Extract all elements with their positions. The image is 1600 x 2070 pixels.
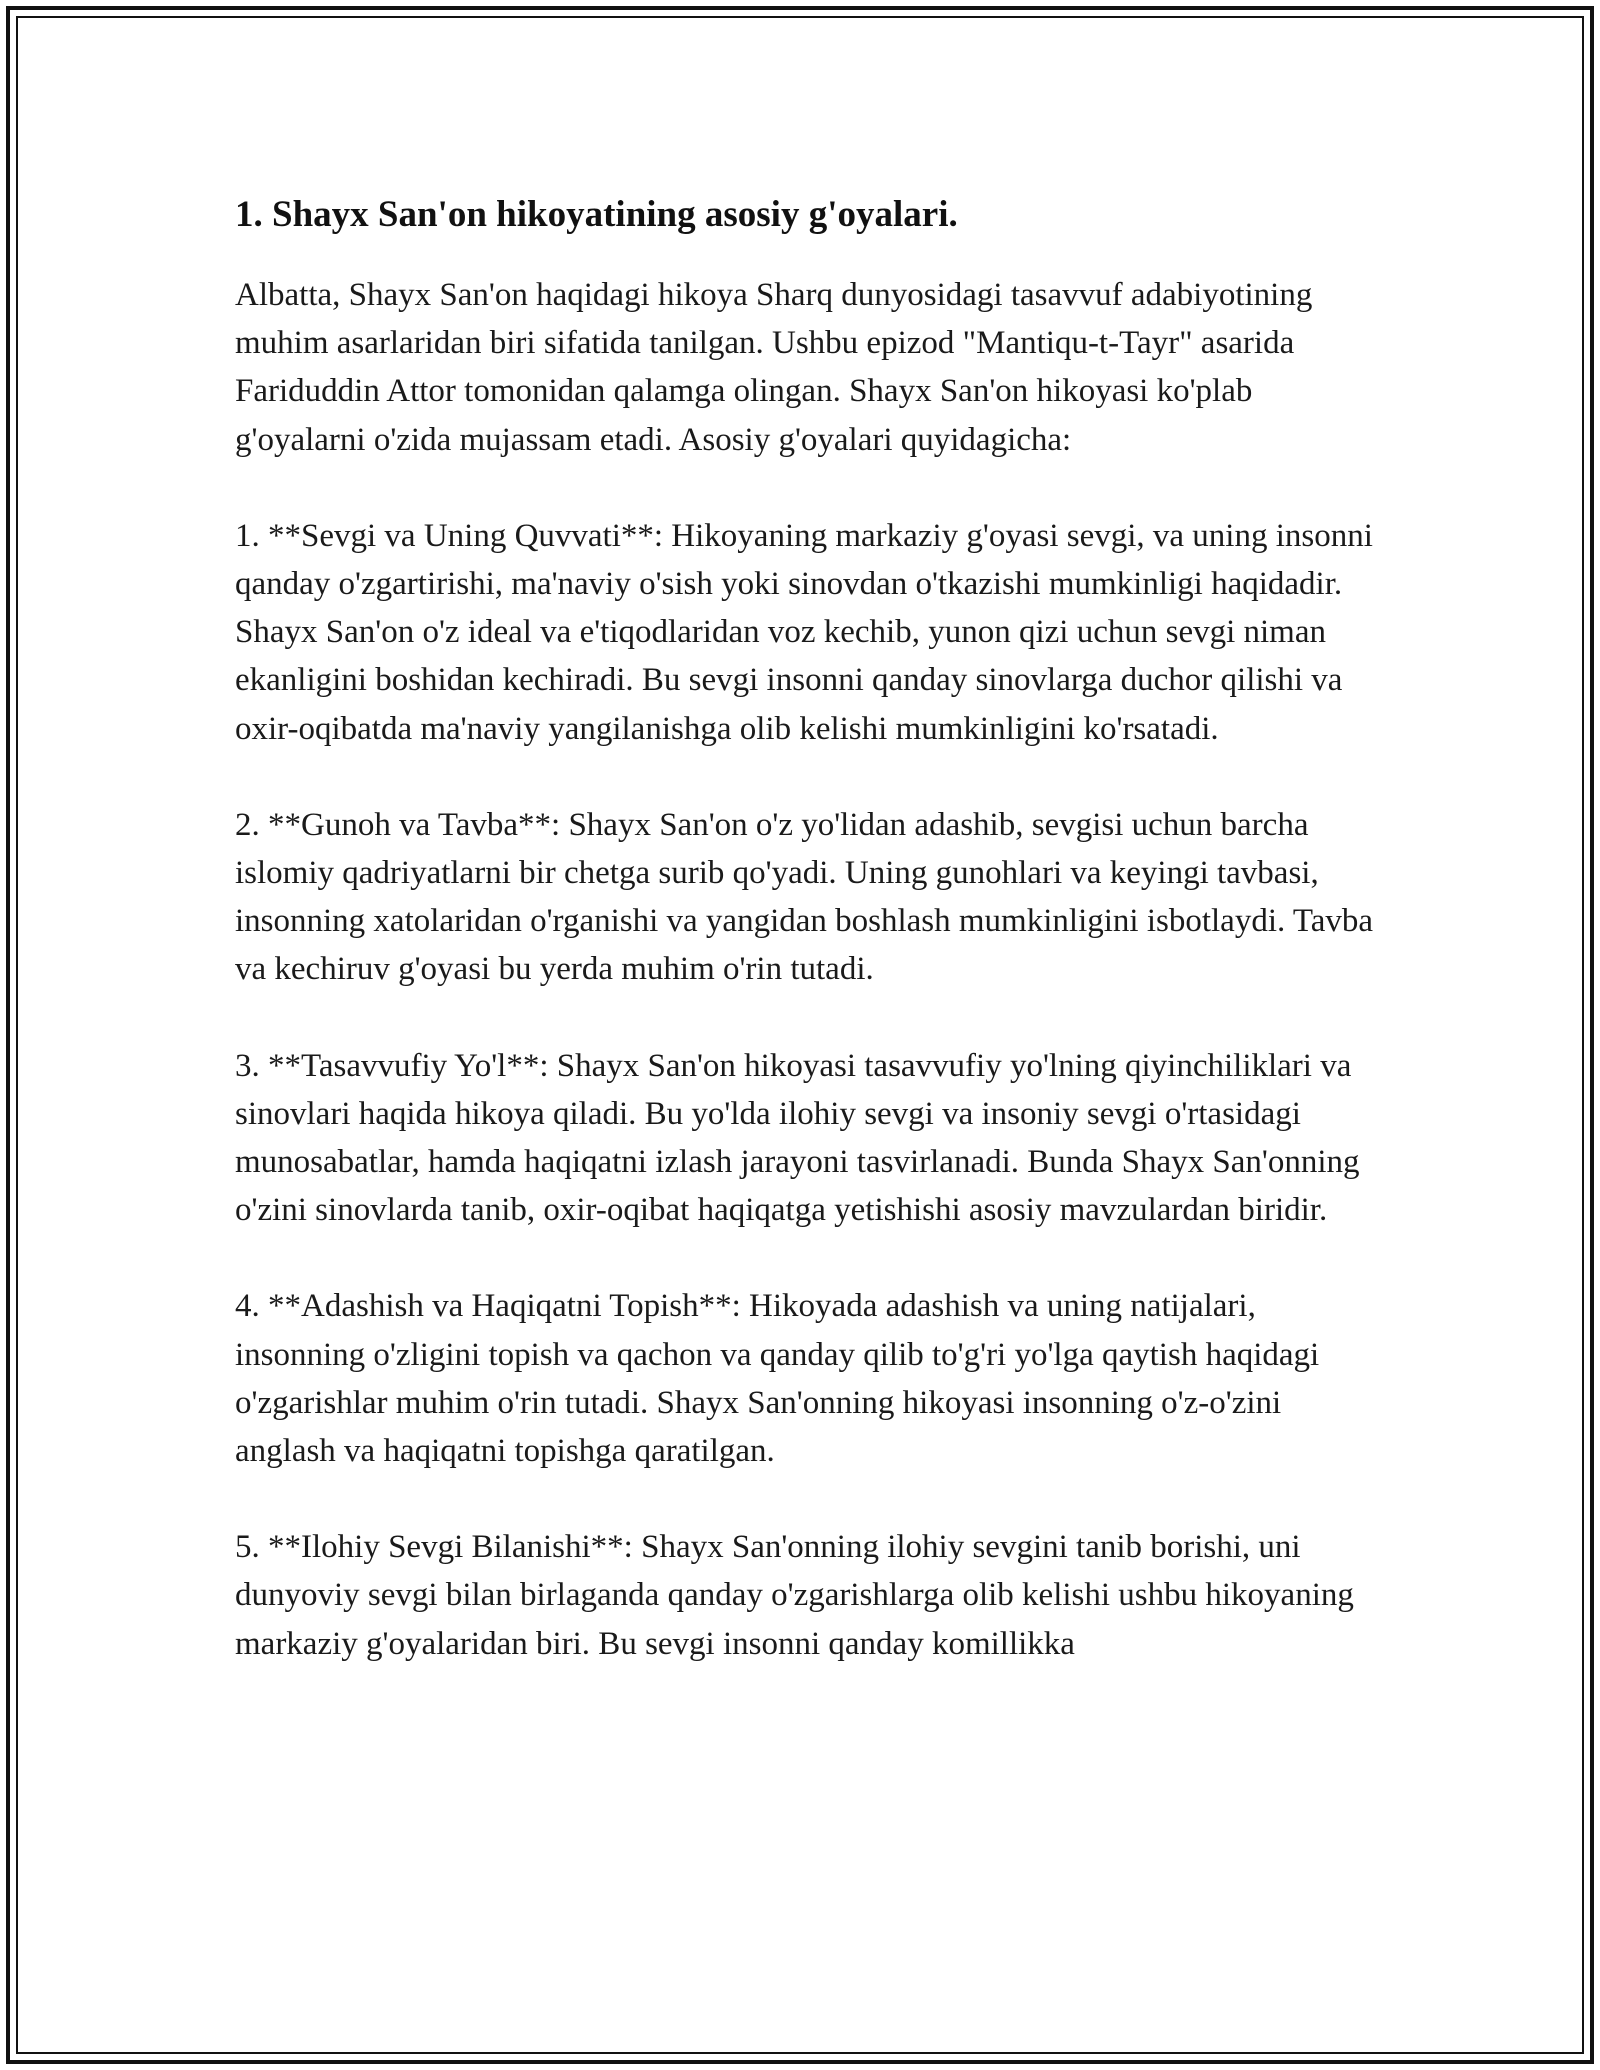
- list-item-ilohiy: 5. **Ilohiy Sevgi Bilanishi**: Shayx San'onning ilohiy sevgini tanib borishi, uni dunyoviy sevgi bilan birlaganda qanday o'zgarishlarga olib kelishi ushbu hikoyaning markaziy g'oyalaridan biri. Bu sevgi insonni qanday komillikka: [235, 1529, 1354, 1662]
- document-body: [235, 185, 1385, 1716]
- list-item-adashish: 4. **Adashish va Haqiqatni Topish**: Hikoyada adashish va uning natijalari, insonning o'zligini topish va qachon va qanday qilib to'g'ri yo'lga qaytish haqidagi o'zgarishlar muhim o'rin tutadi. Shayx San'onning hikoyasi insonning o'z-o'zini anglash va haqiqatni topishga qaratilgan.: [235, 1288, 1320, 1470]
- document-title: 1. Shayx San'on hikoyatining asosiy g'oyalari.: [235, 194, 958, 235]
- intro-paragraph: Albatta, Shayx San'on haqidagi hikoya Sharq dunyosidagi tasavvuf adabiyotining muhim asarlaridan biri sifatida tanilgan. Ushbu epizod "Mantiqu-t-Tayr" asarida Fariduddin Attor tomonidan qalamga olingan. Shayx San'on hikoyasi ko'plab g'oyalarni o'zida mujassam etadi. Asosiy g'oyalari quyidagicha:: [235, 277, 1313, 458]
- list-item-sevgi: 1. **Sevgi va Uning Quvvati**: Hikoyaning markaziy g'oyasi sevgi, va uning insonni qanday o'zgartirishi, ma'naviy o'sish yoki sinovdan o'tkazishi mumkinligi haqidadir. Shayx San'on o'z ideal va e'tiqodlaridan voz kechib, yunon qizi uchun sevgi niman ekanligini boshidan kechiradi. Bu sevgi insonni qanday sinovlarga duchor qilishi va oxir-oqibatda ma'naviy yangilanishga olib kelishi mumkinligini ko'rsatadi.: [235, 517, 1373, 747]
- list-item-gunoh: 2. **Gunoh va Tavba**: Shayx San'on o'z yo'lidan adashib, sevgisi uchun barcha islomiy qadriyatlarni bir chetga surib qo'yadi. Uning gunohlari va keyingi tavbasi, insonning xatolaridan o'rganishi va yangidan boshlash mumkinligini isbotlaydi. Tavba va kechiruv g'oyasi bu yerda muhim o'rin tutadi.: [235, 806, 1374, 988]
- list-item-tasavvufiy: 3. **Tasavvufiy Yo'l**: Shayx San'on hikoyasi tasavvufiy yo'lning qiyinchiliklari va sinovlari haqida hikoya qiladi. Bu yo'lda ilohiy sevgi va insoniy sevgi o'rtasidagi munosabatlar, hamda haqiqatni izlash jarayoni tasvirlanadi. Bunda Shayx San'onning o'zini sinovlarda tanib, oxir-oqibat haqiqatga yetishishi asosiy mavzulardan biridir.: [235, 1047, 1360, 1229]
